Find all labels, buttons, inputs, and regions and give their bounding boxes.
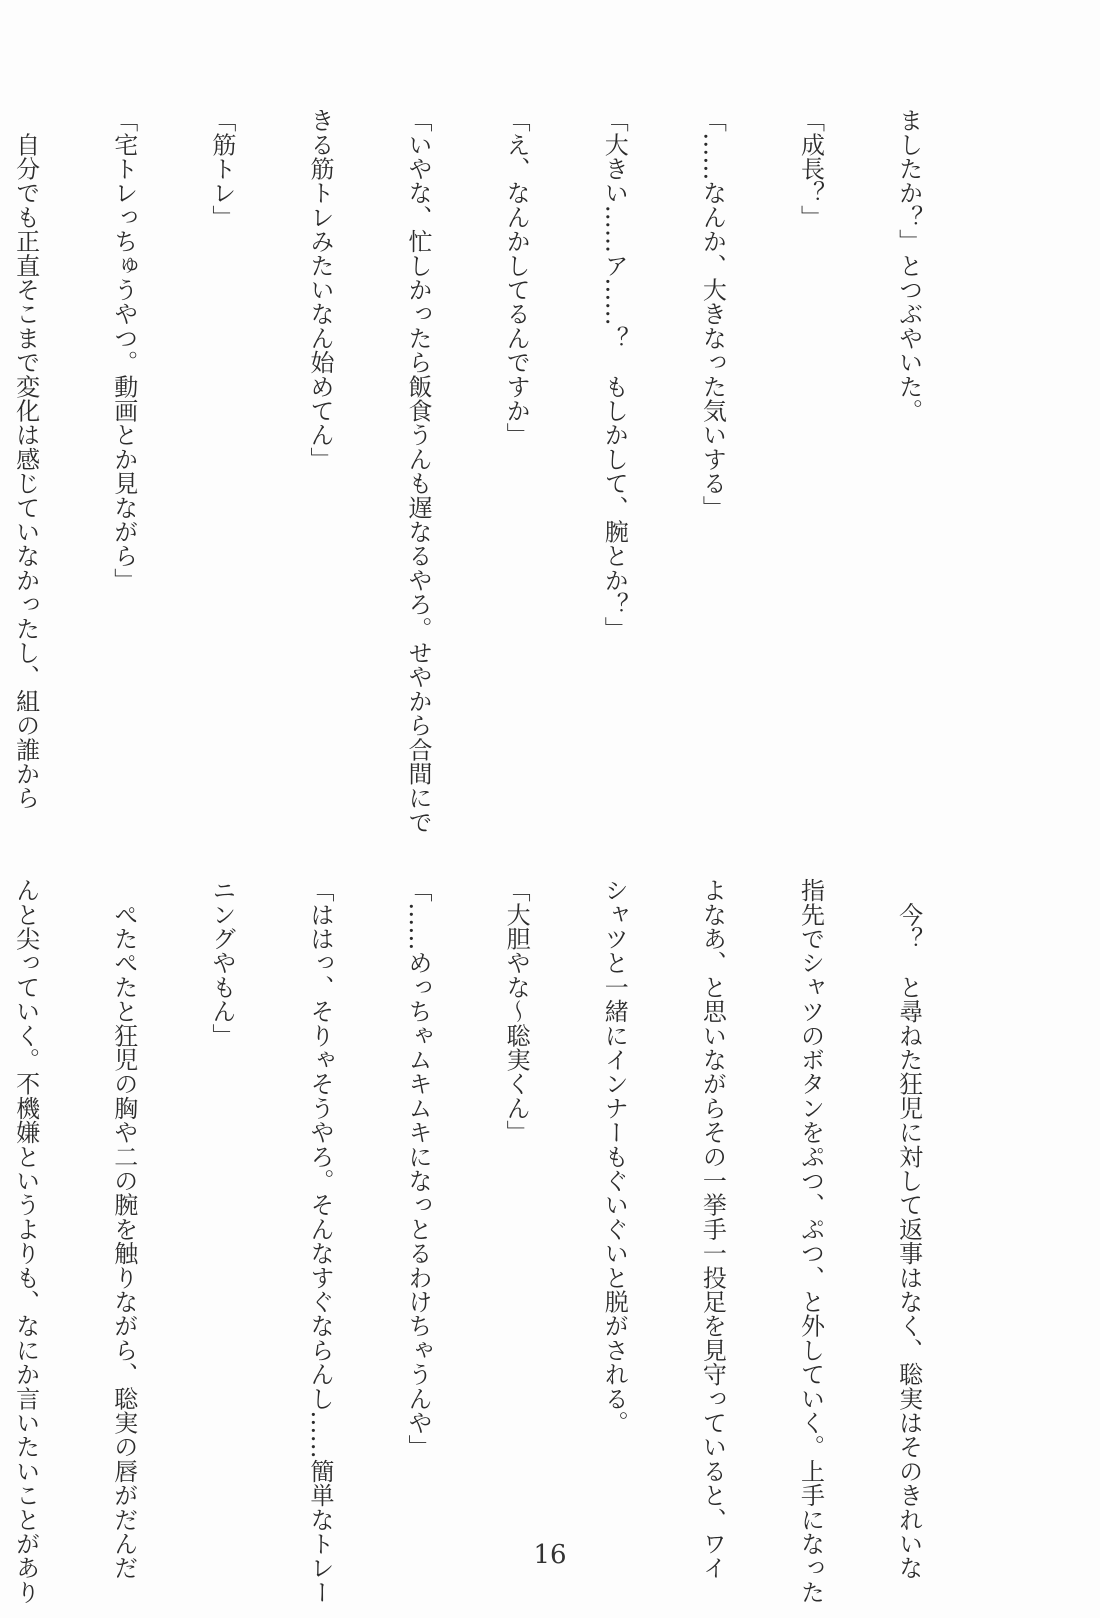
text-line: 「宅トレっちゅうやつ。動画とか見ながら」 bbox=[109, 108, 138, 592]
text-line: 「……なんか、大きなった気いする」 bbox=[698, 108, 727, 520]
text-line: 「ははっ、そりゃそうやろ。そんなすぐならんし……簡単なトレー bbox=[305, 878, 334, 1604]
text-line: ましたか？」とつぶやいた。 bbox=[894, 108, 923, 423]
text-line: 指先でシャツのボタンをぷつ、ぷつ、と外していく。上手になった bbox=[796, 878, 825, 1604]
text-line: 「え、なんかしてるんですか」 bbox=[502, 108, 531, 447]
text-line: シャツと一緒にインナーもぐいぐいと脱がされる。 bbox=[600, 878, 629, 1435]
text-line: 「大きい……ア……？ もしかして、腕とか？」 bbox=[600, 108, 629, 641]
text-line: 「いやな、忙しかったら飯食うんも遅なるやろ。せやから合間にで bbox=[404, 108, 433, 834]
text-line: よなあ、と思いながらその一挙手一投足を見守っていると、ワイ bbox=[698, 878, 727, 1580]
text-line: 「成長？」 bbox=[796, 108, 825, 229]
text-line: んと尖っていく。不機嫌というよりも、なにか言いたいことがあり bbox=[11, 878, 40, 1604]
text-line: 「大胆やな～聡実くん」 bbox=[502, 878, 531, 1145]
text-line: ぺたぺたと狂児の胸や二の腕を触りながら、聡実の唇がだんだ bbox=[109, 878, 138, 1580]
text-line: 自分でも正直そこまで変化は感じていなかったし、組の誰から bbox=[11, 108, 40, 810]
text-line: きる筋トレみたいなん始めてん」 bbox=[305, 108, 334, 471]
text-line: ニングやもん」 bbox=[207, 878, 236, 1048]
text-block-top bbox=[11, 108, 990, 834]
text-line: 「筋トレ」 bbox=[207, 108, 236, 229]
text-line: 今？ と尋ねた狂児に対して返事はなく、聡実はそのきれいな bbox=[894, 878, 923, 1580]
text-line: 「……めっちゃムキムキになっとるわけちゃうんや」 bbox=[404, 878, 433, 1459]
page-number: 16 bbox=[533, 1540, 567, 1570]
